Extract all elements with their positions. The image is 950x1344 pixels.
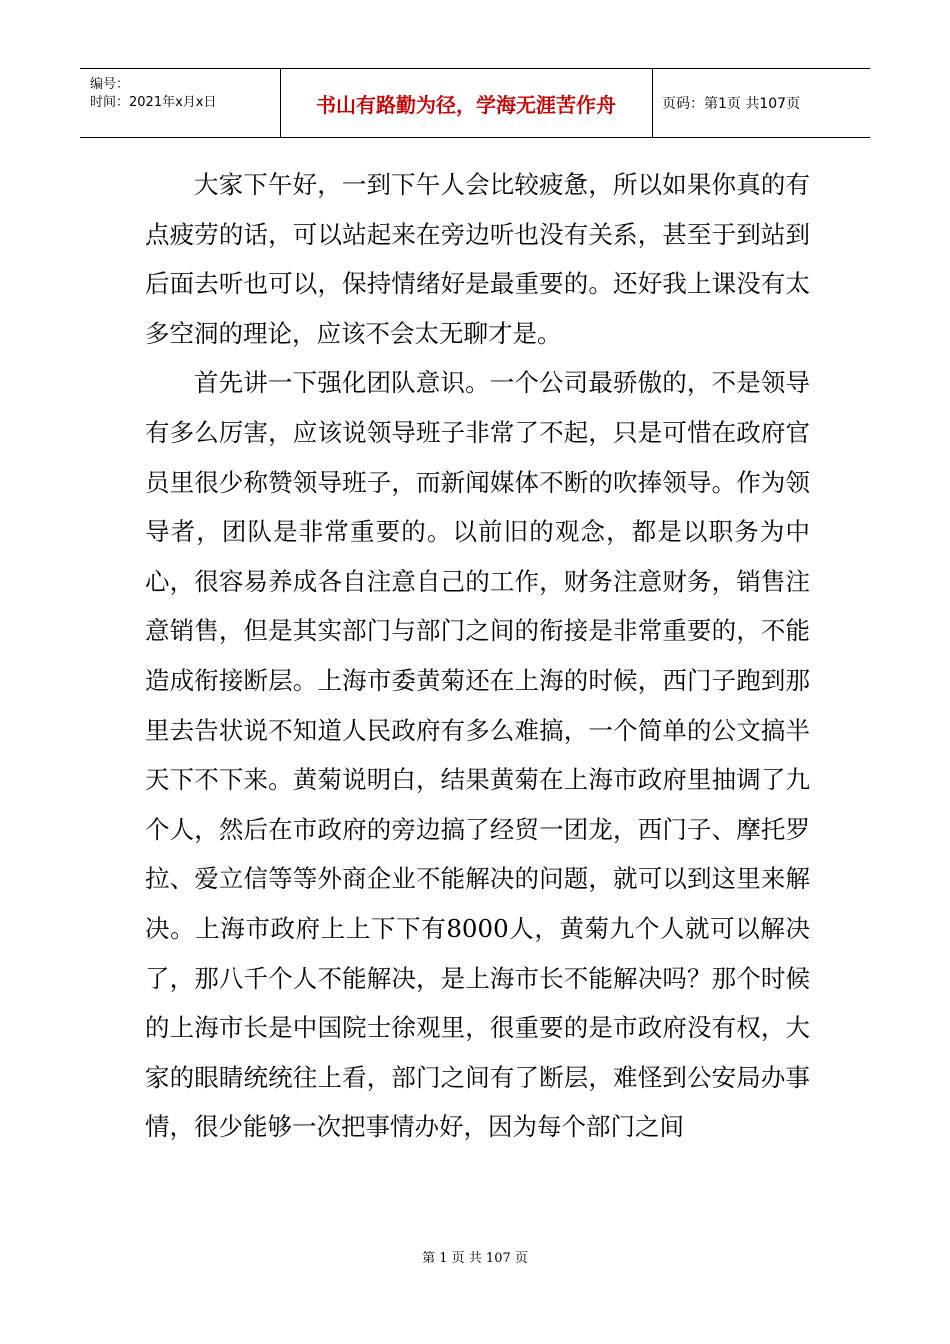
paragraph-1: 大家下午好，一到下午人会比较疲惫，所以如果你真的有点疲劳的话，可以站起来在旁边听也没有关系，甚至于到站到后面去听也可以，保持情绪好是最重要的。还好我上课没有太多空洞的理论，应该不会太无聊才是。 bbox=[145, 170, 810, 348]
paragraph-2: 首先讲一下强化团队意识。一个公司最骄傲的，不是领导有多么厉害，应该说领导班子非常了不起，只是可惜在政府官员里很少称赞领导班子，而新闻媒体不断的吹捧领导。作为领导者，团队是非常重要的。以前旧的观念，都是以职务为中心，很容易养成各自注意自己的工作，财务注意财务，销售注意销售，但是其实部门与部门之间的衔接是非常重要的，不能造成衔接断层。上海市委黄菊还在上海的时候，西门子跑到那里去告状说不知道人民政府有多么难搞，一个简单的公文搞半天下不下来。黄菊说明白，结果黄菊在上海市政府里抽调了九个人，然后在市政府的旁边搞了经贸一团龙，西门子、摩托罗拉、爱立信等等外商企业不能解决的问题，就可以到这里来解决。上海市政府上上下下有8000人，黄菊九个人就可以解决了，那八千个人不能解决，是上海市长不能解决吗？那个时候的上海市长是中国院士徐观里，很重要的是市政府没有权，大家的眼睛统统往上看，部门之间有了断层，难怪到公安局办事情，很少能够一次把事情办好，因为每个部门之间 bbox=[145, 368, 810, 1142]
number-label: 编号： bbox=[90, 77, 130, 92]
document-body bbox=[145, 160, 810, 1152]
header-meta-cell bbox=[80, 69, 281, 137]
header-page-info: 页码：第1页 共107页 bbox=[662, 96, 801, 112]
date-label: 时间：2021年x月x日 bbox=[90, 95, 217, 110]
page-footer: 第 1 页 共 107 页 bbox=[422, 1251, 528, 1266]
document-header bbox=[80, 68, 870, 138]
header-motto: 书山有路勤为径，学海无涯苦作舟 bbox=[280, 69, 653, 137]
